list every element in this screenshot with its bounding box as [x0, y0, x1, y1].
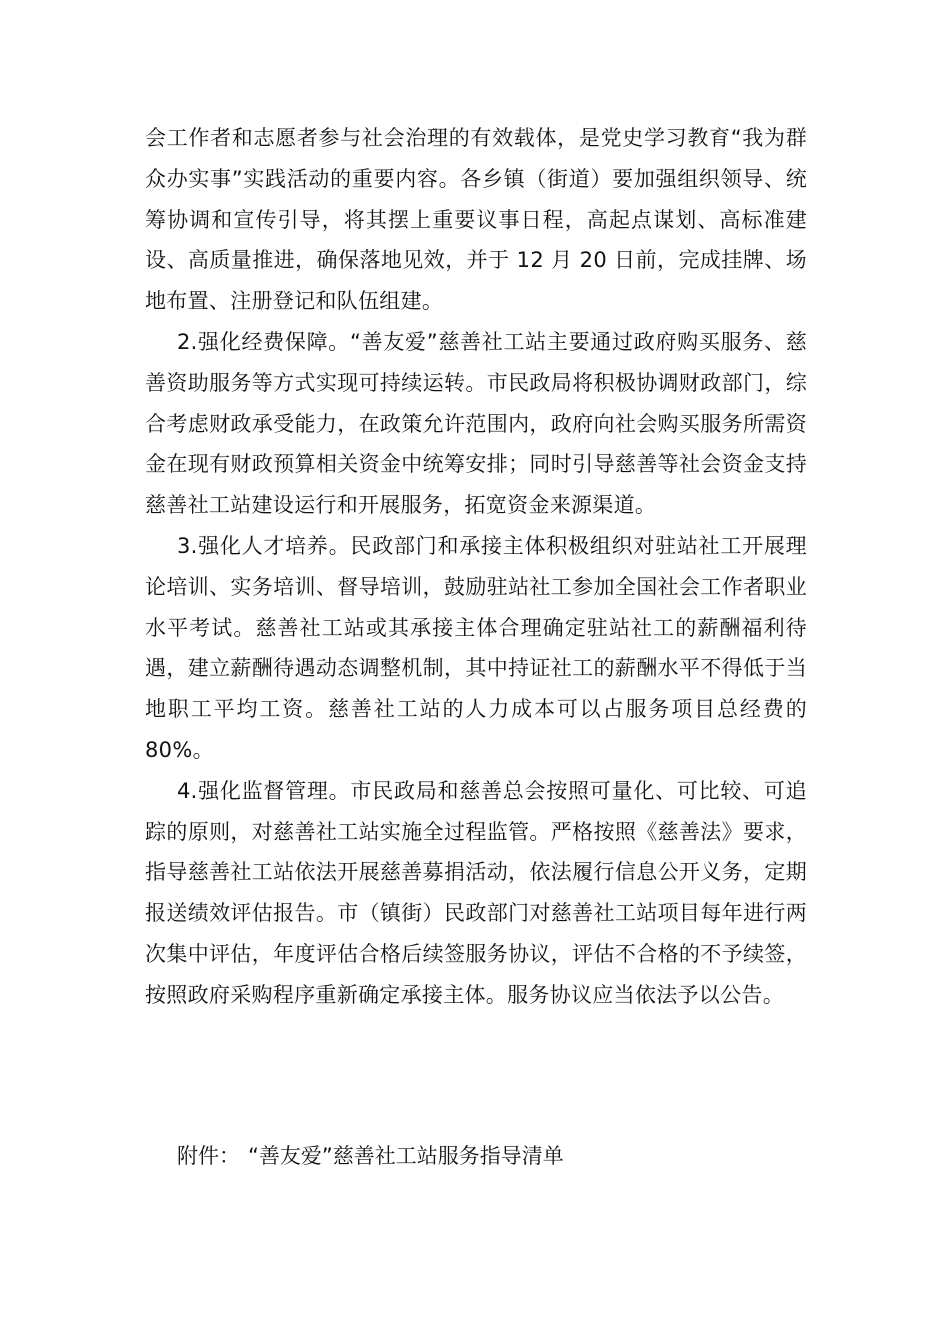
paragraph-continuation: 会工作者和志愿者参与社会治理的有效载体，是党史学习教育“我为群众办实事”实践活动的重要内容。各乡镇（街道）要加强组织领导、统筹协调和宣传引导，将其摆上重要议事日程，高起点谋划、高标准建设、高质量推进，确保落地见效，并于 12 月 20 日前，完成挂牌、场地布置、注册登记和队伍组建。 — [145, 126, 807, 314]
attachment-label: 附件： — [177, 1144, 240, 1168]
attachment-line — [177, 1136, 564, 1177]
paragraph-funding: 2.强化经费保障。“善友爱”慈善社工站主要通过政府购买服务、慈善资助服务等方式实现可持续运转。市民政局将积极协调财政部门，综合考虑财政承受能力，在政策允许范围内，政府向社会购买服务所需资金在现有财政预算相关资金中统筹安排；同时引导慈善等社会资金支持慈善社工站建设运行和开展服务，拓宽资金来源渠道。 — [145, 329, 807, 518]
attachment-title: “善友爱”慈善社工站服务指导清单 — [248, 1144, 564, 1168]
paragraph-talent: 3.强化人才培养。民政部门和承接主体积极组织对驻站社工开展理论培训、实务培训、督导培训，鼓励驻站社工参加全国社会工作者职业水平考试。慈善社工站或其承接主体合理确定驻站社工的薪酬福利待遇，建立薪酬待遇动态调整机制，其中持证社工的薪酬水平不得低于当地职工平均工资。慈善社工站的人力成本可以占服务项目总经费的 80%。 — [145, 533, 807, 762]
paragraph-supervision: 4.强化监督管理。市民政局和慈善总会按照可量化、可比较、可追踪的原则，对慈善社工站实施全过程监管。严格按照《慈善法》要求，指导慈善社工站依法开展慈善募捐活动，依法履行信息公开义务，定期报送绩效评估报告。市（镇街）民政部门对慈善社工站项目每年进行两次集中评估，年度评估合格后续签服务协议，评估不合格的不予续签，按照政府采购程序重新确定承接主体。服务协议应当依法予以公告。 — [145, 778, 807, 1007]
document-body — [145, 118, 807, 1016]
